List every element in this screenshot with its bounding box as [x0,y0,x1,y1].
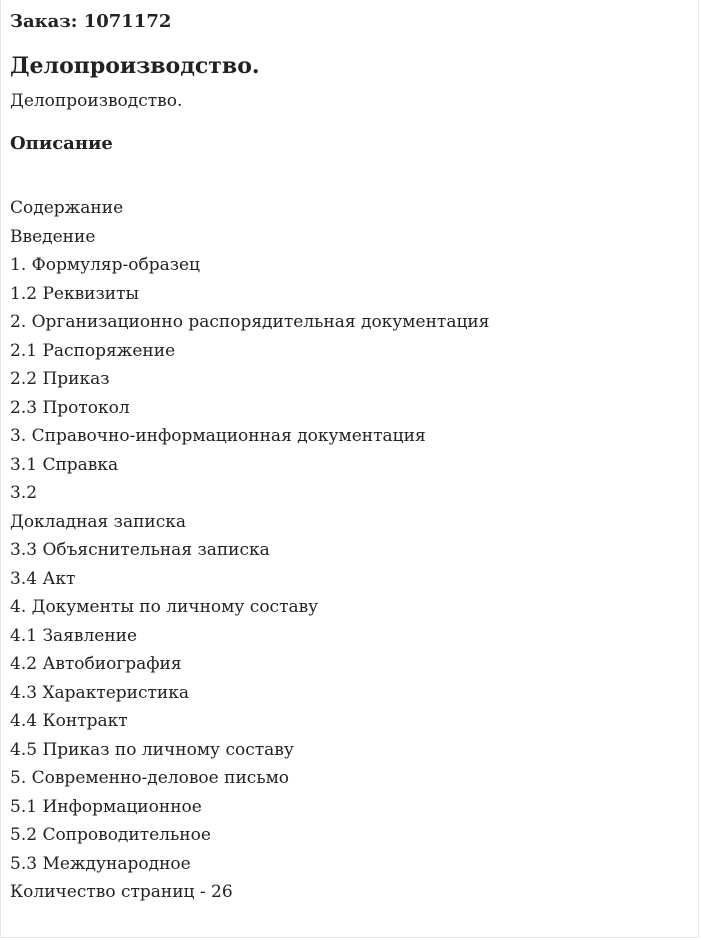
order-number: Заказ: 1071172 [10,11,172,32]
contents-line: 2.1 Распоряжение [10,340,176,361]
contents-line: 3.4 Акт [10,568,76,589]
contents-line: 4.1 Заявление [10,625,138,646]
table-of-contents [10,194,690,907]
contents-line: 5. Современно-деловое письмо [10,768,290,788]
contents-line: 5.2 Сопроводительное [10,825,211,845]
contents-line: 3.2 [10,483,38,503]
page-count: Количество страниц - 26 [10,882,233,902]
contents-line: 2. Организационно распорядительная документация [10,312,490,332]
contents-line: 2.2 Приказ [10,369,110,389]
contents-line: 4.4 Контракт [10,711,128,731]
contents-line: 4.3 Характеристика [10,682,190,703]
document-subtitle: Делопроизводство. [10,91,183,111]
contents-line: 4.2 Автобиография [10,654,182,674]
contents-line: Введение [10,226,96,247]
contents-line: 3. Справочно-информационная документация [10,426,426,446]
contents-line: 1.2 Реквизиты [10,283,140,304]
contents-line: 4. Документы по личному составу [10,597,319,617]
contents-line: Докладная записка [10,511,187,532]
contents-line: 3.1 Справка [10,454,119,475]
contents-line: Содержание [10,198,124,218]
contents-line: 5.3 Международное [10,853,191,874]
contents-line: 5.1 Информационное [10,796,202,817]
document-title: Делопроизводство. [10,53,260,79]
description-heading: Описание [10,133,113,154]
contents-line: 3.3 Объяснительная записка [10,540,270,560]
contents-line: 2.3 Протокол [10,397,130,418]
contents-line: 1. Формуляр-образец [10,255,200,275]
contents-line: 4.5 Приказ по личному составу [10,739,294,760]
